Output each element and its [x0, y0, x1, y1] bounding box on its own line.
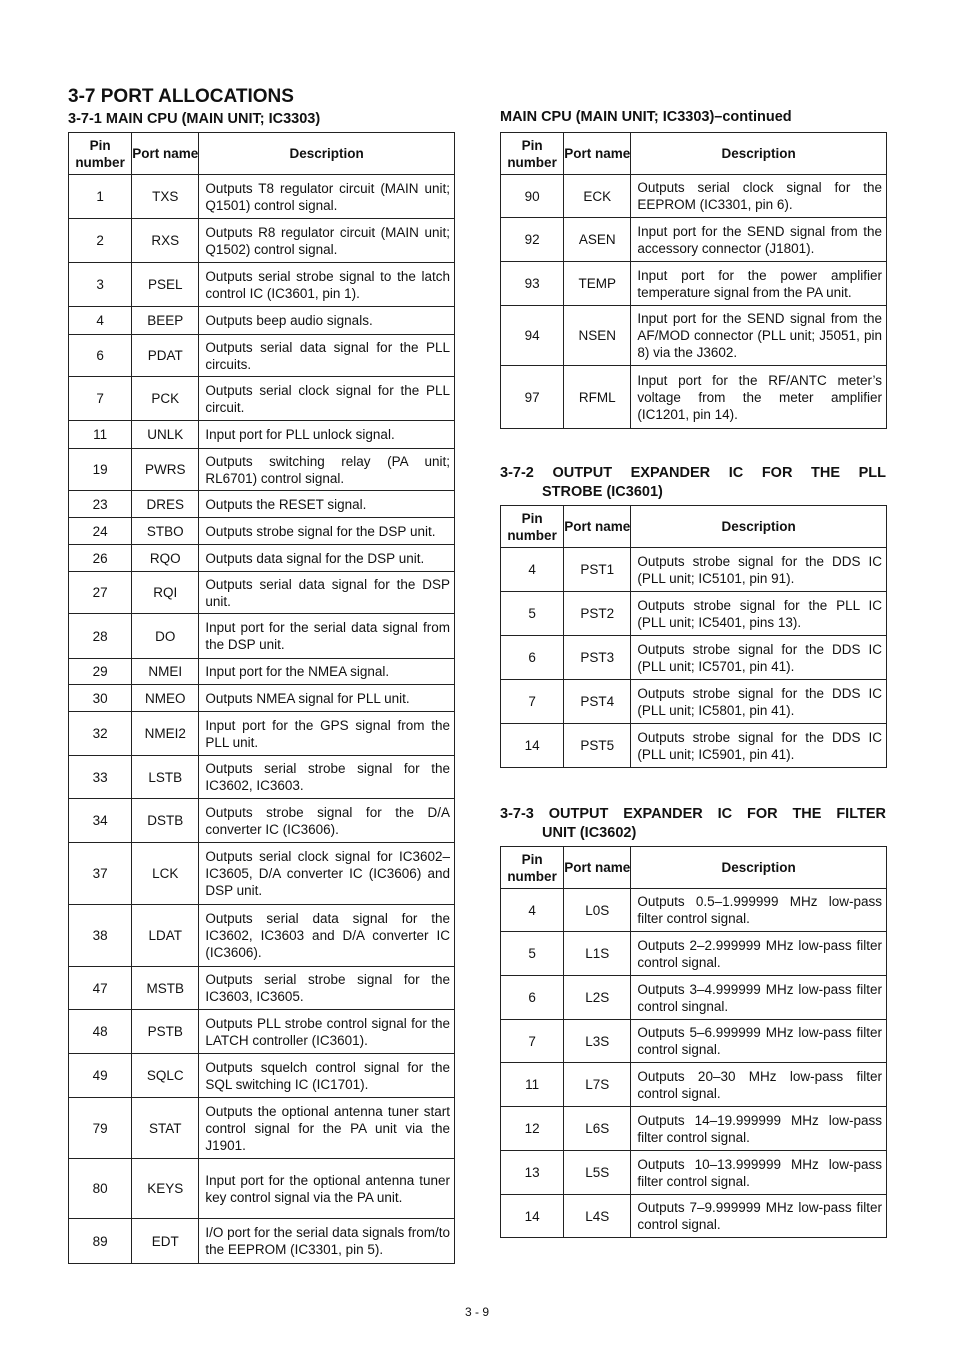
- pin-number-cell: 3: [69, 263, 132, 307]
- table-row: [501, 680, 887, 724]
- table-row: [69, 756, 455, 799]
- table-row: [501, 366, 887, 429]
- description-cell: Outputs strobe signal for the DDS IC (PLL unit; IC5901, pin 41).: [631, 724, 887, 768]
- table-row: [501, 1151, 887, 1195]
- description-cell: Outputs strobe signal for the DDS IC (PLL unit; IC5701, pin 41).: [631, 636, 887, 680]
- description-cell: Outputs strobe signal for the DDS IC (PLL unit; IC5101, pin 91).: [631, 548, 887, 592]
- port-name-cell: L3S: [564, 1020, 631, 1063]
- header-pin-number: Pin number: [501, 133, 564, 175]
- pin-number-cell: 7: [69, 377, 132, 421]
- table-row: [69, 685, 455, 712]
- port-name-cell: DRES: [132, 491, 199, 518]
- header-pin-number: Pin number: [69, 133, 132, 175]
- port-name-cell: NMEI2: [132, 712, 199, 756]
- pin-number-cell: 80: [69, 1159, 132, 1219]
- table-row: [501, 1107, 887, 1151]
- description-cell: Outputs serial data signal for the DSP unit.: [199, 572, 455, 614]
- table-row: [69, 1219, 455, 1264]
- pin-number-cell: 32: [69, 712, 132, 756]
- pin-number-cell: 19: [69, 449, 132, 491]
- pin-number-cell: 28: [69, 614, 132, 659]
- port-name-cell: ECK: [564, 175, 631, 218]
- port-name-cell: MSTB: [132, 967, 199, 1010]
- section-title-main-cpu-continued: MAIN CPU (MAIN UNIT; IC3303)–continued: [500, 109, 792, 125]
- description-cell: I/O port for the serial data signals from/to the EEPROM (IC3301, pin 5).: [199, 1219, 455, 1264]
- port-name-cell: NSEN: [564, 306, 631, 366]
- table-row: [501, 262, 887, 306]
- header-description: Description: [631, 133, 887, 175]
- port-name-cell: RQO: [132, 545, 199, 572]
- section-title-pll-strobe: 3-7-2 OUTPUT EXPANDER IC FOR THE PLL STROBE (IC3601): [500, 465, 886, 500]
- pin-number-cell: 24: [69, 518, 132, 545]
- table-row: [69, 449, 455, 491]
- port-name-cell: UNLK: [132, 421, 199, 449]
- main-cpu-continued-table: [500, 132, 887, 429]
- port-name-cell: EDT: [132, 1219, 199, 1264]
- description-cell: Outputs beep audio signals.: [199, 307, 455, 335]
- table-header-row: [501, 847, 887, 889]
- description-cell: Outputs serial strobe signal for the IC3602, IC3603.: [199, 756, 455, 799]
- pin-number-cell: 97: [501, 366, 564, 429]
- description-cell: Outputs 14–19.999999 MHz low-pass filter control signal.: [631, 1107, 887, 1151]
- description-cell: Outputs serial strobe signal for the IC3603, IC3605.: [199, 967, 455, 1010]
- table-header-row: [501, 133, 887, 175]
- port-name-cell: TEMP: [564, 262, 631, 306]
- description-cell: Input port for the SEND signal from the AF/MOD connector (PLL unit; J5051, pin 8) via the J3602.: [631, 306, 887, 366]
- pin-number-cell: 14: [501, 1195, 564, 1238]
- pin-number-cell: 30: [69, 685, 132, 712]
- pin-number-cell: 4: [69, 307, 132, 335]
- table-header-row: [69, 133, 455, 175]
- description-cell: Outputs data signal for the DSP unit.: [199, 545, 455, 572]
- description-cell: Outputs 5–6.999999 MHz low-pass filter control signal.: [631, 1020, 887, 1063]
- pin-number-cell: 14: [501, 724, 564, 768]
- pin-number-cell: 7: [501, 680, 564, 724]
- table-row: [501, 1063, 887, 1107]
- pin-number-cell: 47: [69, 967, 132, 1010]
- table-row: [69, 545, 455, 572]
- port-name-cell: NMEO: [132, 685, 199, 712]
- table-row: [69, 799, 455, 843]
- port-name-cell: RXS: [132, 219, 199, 263]
- table-row: [501, 1020, 887, 1063]
- description-cell: Outputs 20–30 MHz low-pass filter control signal.: [631, 1063, 887, 1107]
- description-cell: Input port for the GPS signal from the PLL unit.: [199, 712, 455, 756]
- pin-number-cell: 90: [501, 175, 564, 218]
- header-port-name: Port name: [564, 847, 631, 889]
- port-name-cell: LDAT: [132, 905, 199, 967]
- port-name-cell: LSTB: [132, 756, 199, 799]
- table-row: [501, 592, 887, 636]
- pin-number-cell: 92: [501, 218, 564, 262]
- port-name-cell: SQLC: [132, 1054, 199, 1098]
- description-cell: Outputs strobe signal for the D/A converter IC (IC3606).: [199, 799, 455, 843]
- pin-number-cell: 34: [69, 799, 132, 843]
- table-row: [69, 335, 455, 377]
- table-row: [501, 306, 887, 366]
- table-row: [501, 175, 887, 218]
- pin-number-cell: 23: [69, 491, 132, 518]
- table-row: [69, 1159, 455, 1219]
- port-name-cell: L7S: [564, 1063, 631, 1107]
- pin-number-cell: 4: [501, 548, 564, 592]
- header-pin-number: Pin number: [501, 847, 564, 889]
- filter-unit-table: [500, 846, 887, 1238]
- table-row: [69, 1098, 455, 1159]
- port-name-cell: DSTB: [132, 799, 199, 843]
- pin-number-cell: 27: [69, 572, 132, 614]
- table-row: [69, 1010, 455, 1054]
- description-cell: Outputs serial clock signal for the EEPROM (IC3301, pin 6).: [631, 175, 887, 218]
- pin-number-cell: 26: [69, 545, 132, 572]
- header-description: Description: [631, 847, 887, 889]
- pin-number-cell: 93: [501, 262, 564, 306]
- pin-number-cell: 2: [69, 219, 132, 263]
- table-row: [501, 932, 887, 976]
- header-port-name: Port name: [564, 506, 631, 548]
- description-cell: Outputs 7–9.999999 MHz low-pass filter control signal.: [631, 1195, 887, 1238]
- header-pin-number: Pin number: [501, 506, 564, 548]
- main-cpu-table: [68, 132, 455, 1264]
- port-name-cell: TXS: [132, 175, 199, 219]
- description-cell: Outputs T8 regulator circuit (MAIN unit; Q1501) control signal.: [199, 175, 455, 219]
- description-cell: Outputs serial clock signal for IC3602–IC3605, D/A converter IC (IC3606) and DSP unit.: [199, 843, 455, 905]
- port-name-cell: NMEI: [132, 659, 199, 685]
- description-cell: Outputs serial strobe signal to the latch control IC (IC3601, pin 1).: [199, 263, 455, 307]
- table-row: [501, 976, 887, 1020]
- description-cell: Input port for PLL unlock signal.: [199, 421, 455, 449]
- port-name-cell: PWRS: [132, 449, 199, 491]
- table-row: [69, 175, 455, 219]
- table-row: [69, 263, 455, 307]
- pll-strobe-table: [500, 505, 887, 768]
- description-cell: Outputs squelch control signal for the SQL switching IC (IC1701).: [199, 1054, 455, 1098]
- port-name-cell: PST1: [564, 548, 631, 592]
- header-port-name: Port name: [132, 133, 199, 175]
- table-row: [501, 218, 887, 262]
- port-name-cell: PDAT: [132, 335, 199, 377]
- description-cell: Outputs 10–13.999999 MHz low-pass filter control signal.: [631, 1151, 887, 1195]
- description-cell: Input port for the serial data signal from the DSP unit.: [199, 614, 455, 659]
- table-row: [69, 491, 455, 518]
- port-name-cell: PST3: [564, 636, 631, 680]
- pin-number-cell: 6: [69, 335, 132, 377]
- port-name-cell: L4S: [564, 1195, 631, 1238]
- port-name-cell: RFML: [564, 366, 631, 429]
- table-row: [69, 614, 455, 659]
- port-name-cell: STBO: [132, 518, 199, 545]
- port-name-cell: KEYS: [132, 1159, 199, 1219]
- pin-number-cell: 6: [501, 636, 564, 680]
- port-name-cell: BEEP: [132, 307, 199, 335]
- table-row: [69, 843, 455, 905]
- table-row: [69, 1054, 455, 1098]
- table-row: [69, 572, 455, 614]
- section-title-main-cpu: 3-7-1 MAIN CPU (MAIN UNIT; IC3303): [68, 111, 321, 127]
- description-cell: Outputs PLL strobe control signal for the LATCH controller (IC3601).: [199, 1010, 455, 1054]
- description-cell: Input port for the power amplifier temperature signal from the PA unit.: [631, 262, 887, 306]
- description-cell: Outputs 0.5–1.999999 MHz low-pass filter control signal.: [631, 889, 887, 932]
- port-name-cell: PSTB: [132, 1010, 199, 1054]
- pin-number-cell: 6: [501, 976, 564, 1020]
- pin-number-cell: 37: [69, 843, 132, 905]
- port-name-cell: PST4: [564, 680, 631, 724]
- description-cell: Outputs the optional antenna tuner start control signal for the PA unit via the J1901.: [199, 1098, 455, 1159]
- description-cell: Input port for the NMEA signal.: [199, 659, 455, 685]
- table-row: [69, 518, 455, 545]
- description-cell: Outputs serial data signal for the PLL circuits.: [199, 335, 455, 377]
- table-row: [69, 377, 455, 421]
- description-cell: Outputs 2–2.999999 MHz low-pass filter control signal.: [631, 932, 887, 976]
- description-cell: Outputs strobe signal for the DDS IC (PLL unit; IC5801, pin 41).: [631, 680, 887, 724]
- pin-number-cell: 49: [69, 1054, 132, 1098]
- description-cell: Outputs the RESET signal.: [199, 491, 455, 518]
- header-description: Description: [199, 133, 455, 175]
- description-cell: Input port for the RF/ANTC meter’s voltage from the meter amplifier (IC1201, pin 14).: [631, 366, 887, 429]
- description-cell: Outputs serial clock signal for the PLL circuit.: [199, 377, 455, 421]
- description-cell: Outputs R8 regulator circuit (MAIN unit; Q1502) control signal.: [199, 219, 455, 263]
- port-name-cell: LCK: [132, 843, 199, 905]
- description-cell: Outputs switching relay (PA unit; RL6701) control signal.: [199, 449, 455, 491]
- section-title-filter-unit: 3-7-3 OUTPUT EXPANDER IC FOR THE FILTER UNIT (IC3602): [500, 806, 886, 841]
- table-row: [501, 1195, 887, 1238]
- table-row: [69, 905, 455, 967]
- port-name-cell: L6S: [564, 1107, 631, 1151]
- table-header-row: [501, 506, 887, 548]
- table-row: [69, 307, 455, 335]
- port-name-cell: PCK: [132, 377, 199, 421]
- table-row: [69, 219, 455, 263]
- port-name-cell: RQI: [132, 572, 199, 614]
- port-name-cell: PST2: [564, 592, 631, 636]
- port-name-cell: PST5: [564, 724, 631, 768]
- table-row: [69, 967, 455, 1010]
- description-cell: Outputs NMEA signal for PLL unit.: [199, 685, 455, 712]
- pin-number-cell: 5: [501, 592, 564, 636]
- pin-number-cell: 13: [501, 1151, 564, 1195]
- port-name-cell: DO: [132, 614, 199, 659]
- description-cell: Outputs strobe signal for the DSP unit.: [199, 518, 455, 545]
- pin-number-cell: 94: [501, 306, 564, 366]
- table-row: [501, 724, 887, 768]
- port-name-cell: STAT: [132, 1098, 199, 1159]
- description-cell: Outputs 3–4.999999 MHz low-pass filter control singnal.: [631, 976, 887, 1020]
- port-name-cell: L0S: [564, 889, 631, 932]
- pin-number-cell: 89: [69, 1219, 132, 1264]
- pin-number-cell: 4: [501, 889, 564, 932]
- pin-number-cell: 29: [69, 659, 132, 685]
- pin-number-cell: 1: [69, 175, 132, 219]
- table-row: [69, 712, 455, 756]
- pin-number-cell: 33: [69, 756, 132, 799]
- header-port-name: Port name: [564, 133, 631, 175]
- port-name-cell: L1S: [564, 932, 631, 976]
- pin-number-cell: 38: [69, 905, 132, 967]
- description-cell: Input port for the SEND signal from the accessory connector (J1801).: [631, 218, 887, 262]
- table-row: [501, 636, 887, 680]
- table-row: [501, 889, 887, 932]
- pin-number-cell: 5: [501, 932, 564, 976]
- description-cell: Input port for the optional antenna tuner key control signal via the PA unit.: [199, 1159, 455, 1219]
- header-description: Description: [631, 506, 887, 548]
- port-name-cell: PSEL: [132, 263, 199, 307]
- table-row: [501, 548, 887, 592]
- table-row: [69, 659, 455, 685]
- page-number: 3 - 9: [464, 1305, 489, 1319]
- description-cell: Outputs serial data signal for the IC3602, IC3603 and D/A converter IC (IC3606).: [199, 905, 455, 967]
- port-name-cell: L2S: [564, 976, 631, 1020]
- description-cell: Outputs strobe signal for the PLL IC (PLL unit; IC5401, pins 13).: [631, 592, 887, 636]
- port-name-cell: ASEN: [564, 218, 631, 262]
- page-title: 3-7 PORT ALLOCATIONS: [68, 86, 294, 107]
- pin-number-cell: 11: [501, 1063, 564, 1107]
- port-name-cell: L5S: [564, 1151, 631, 1195]
- pin-number-cell: 7: [501, 1020, 564, 1063]
- pin-number-cell: 79: [69, 1098, 132, 1159]
- pin-number-cell: 11: [69, 421, 132, 449]
- pin-number-cell: 12: [501, 1107, 564, 1151]
- table-row: [69, 421, 455, 449]
- pin-number-cell: 48: [69, 1010, 132, 1054]
